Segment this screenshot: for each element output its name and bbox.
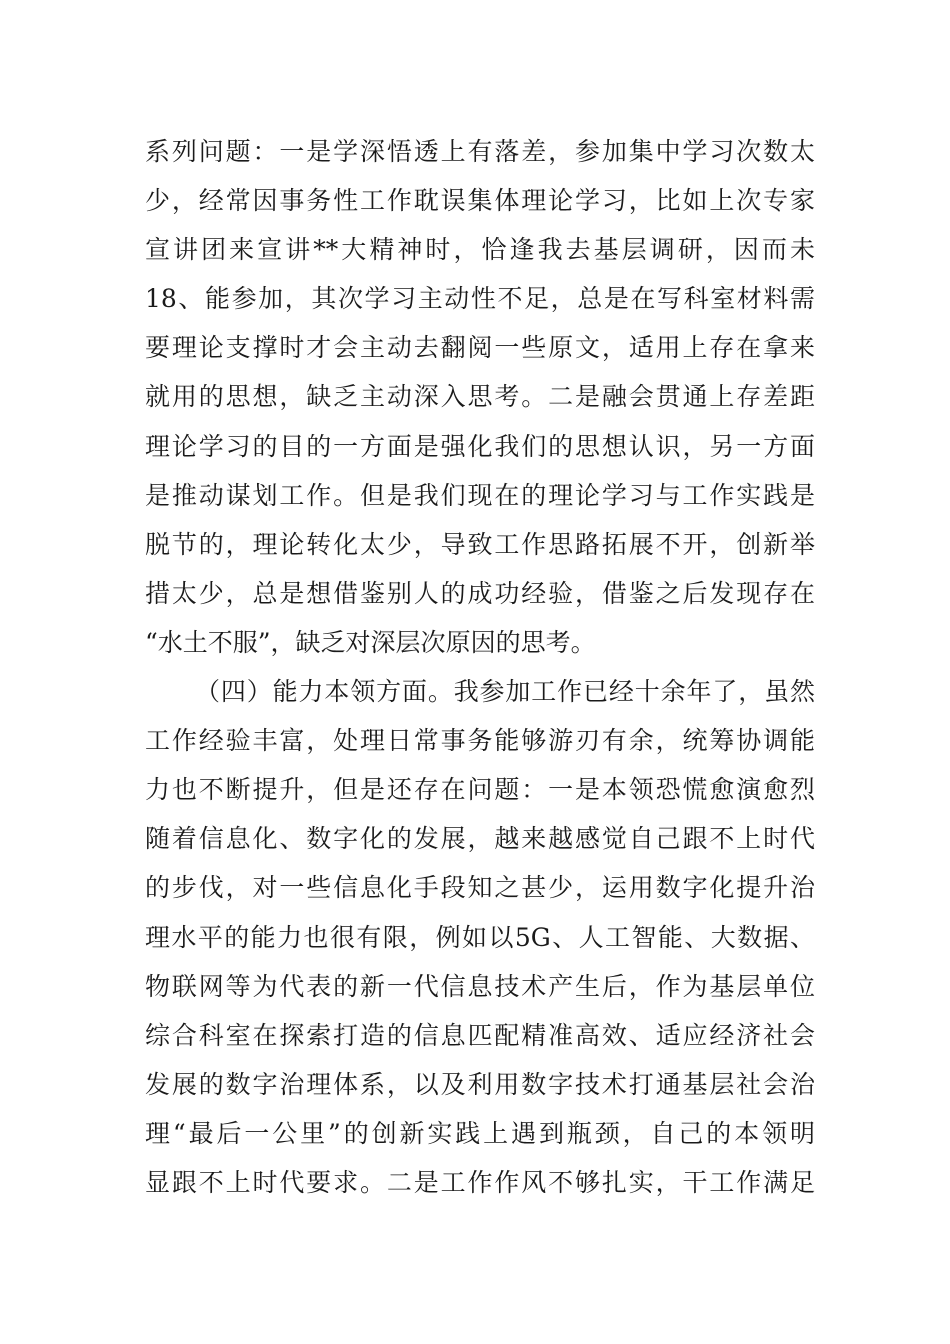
text-line-8: 是推动谋划工作。但是我们现在的理论学习与工作实践是 [145, 480, 815, 510]
text-line-7: 理论学习的目的一方面是强化我们的思想认识，另一方面 [145, 431, 815, 461]
text-line-20: 发展的数字治理体系，以及利用数字技术打通基层社会治 [145, 1069, 815, 1099]
text-line-10: 措太少，总是想借鉴别人的成功经验，借鉴之后发现存在 [145, 578, 815, 608]
text-line-3: 宣讲团来宣讲**大精神时，恰逢我去基层调研，因而未 [145, 235, 815, 265]
text-line-21: 理“最后一公里”的创新实践上遇到瓶颈，自己的本领明 [145, 1118, 815, 1148]
text-line-2: 少，经常因事务性工作耽误集体理论学习，比如上次专家 [145, 186, 815, 216]
text-line-12: （四）能力本领方面。我参加工作已经十余年了，虽然 [195, 677, 815, 707]
text-line-22: 显跟不上时代要求。二是工作作风不够扎实，干工作满足 [145, 1167, 815, 1197]
text-line-4: 18、能参加，其次学习主动性不足，总是在写科室材料需 [145, 284, 815, 314]
text-line-13: 工作经验丰富，处理日常事务能够游刃有余，统筹协调能 [145, 726, 815, 756]
text-line-14: 力也不断提升，但是还存在问题：一是本领恐慌愈演愈烈 [145, 775, 815, 805]
text-line-1: 系列问题：一是学深悟透上有落差，参加集中学习次数太 [145, 137, 815, 166]
text-line-5: 要理论支撑时才会主动去翻阅一些原文，适用上存在拿来 [145, 333, 815, 363]
text-line-19: 综合科室在探索打造的信息匹配精准高效、适应经济社会 [145, 1020, 815, 1050]
text-line-15: 随着信息化、数字化的发展，越来越感觉自己跟不上时代 [145, 824, 815, 854]
text-line-16: 的步伐，对一些信息化手段知之甚少，运用数字化提升治 [145, 873, 815, 903]
body-text [145, 127, 815, 1207]
text-line-9: 脱节的，理论转化太少，导致工作思路拓展不开，创新举 [145, 529, 815, 559]
text-line-11: “水土不服”，缺乏对深层次原因的思考。 [145, 627, 596, 657]
text-line-18: 物联网等为代表的新一代信息技术产生后，作为基层单位 [145, 971, 815, 1001]
text-line-17: 理水平的能力也很有限，例如以5G、人工智能、大数据、 [145, 922, 815, 952]
text-line-6: 就用的思想，缺乏主动深入思考。二是融会贯通上存差距 [145, 382, 815, 412]
